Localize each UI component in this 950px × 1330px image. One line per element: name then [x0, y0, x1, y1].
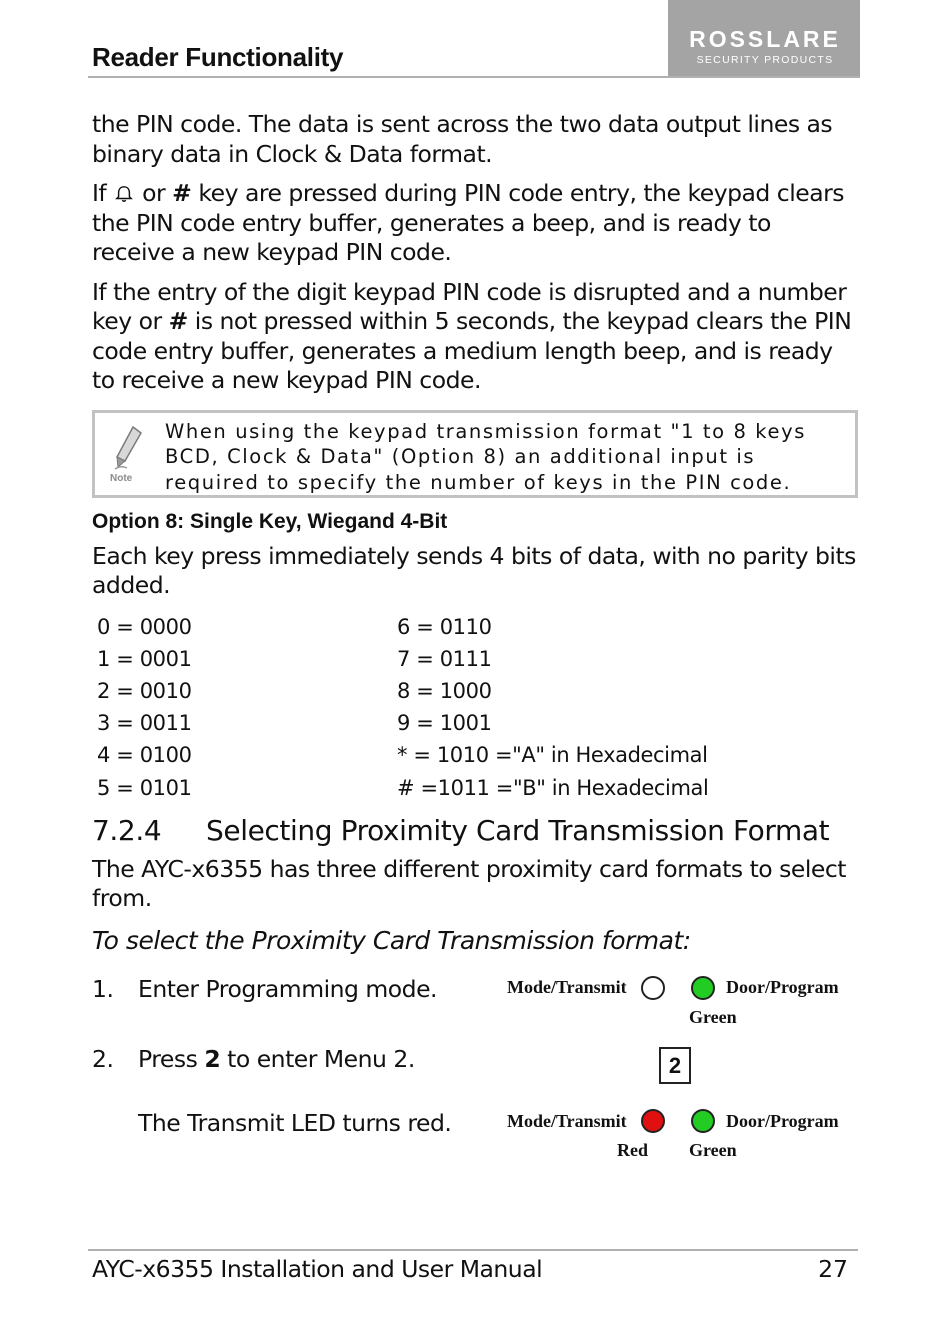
note-pencil-icon [107, 423, 147, 483]
door-program-label: Door/Program [726, 977, 839, 997]
text-fragment: If the entry of the digit keypad PIN code is disrupted and a number key or [92, 277, 847, 335]
page-content [92, 110, 856, 955]
paragraph-timeout [92, 278, 856, 396]
paragraph-data-output: the PIN code. The data is sent across the two data output lines as binary data in Clock & Data format. [92, 110, 833, 168]
section-description: The AYC-x6355 has three different proximity card formats to select from. [92, 854, 846, 913]
note-text: When using the keypad transmission format "1 to 8 keys BCD, Clock & Data" (Option 8) an additional input is required to specify the number of keys in the PIN code. [165, 419, 806, 494]
header-divider [88, 76, 860, 78]
code-entry: * = 1010 ="A" in Hexadecimal [397, 743, 708, 768]
text-fragment: or [135, 179, 173, 207]
code-entry: 9 = 1001 [397, 711, 492, 736]
mode-transmit-led-red [641, 1109, 665, 1133]
code-entry: 7 = 0111 [397, 646, 492, 671]
bell-key-icon [115, 185, 133, 203]
code-entry: 0 = 0000 [97, 614, 192, 639]
logo-wordmark: ROSSLARE [689, 26, 841, 52]
footer-divider [88, 1249, 858, 1251]
door-led-color-label: Green [689, 1140, 737, 1160]
option-heading: Option 8: Single Key, Wiegand 4-Bit [92, 509, 448, 533]
paragraph-clear-keys [92, 179, 856, 268]
code-entry: 6 = 0110 [397, 614, 492, 639]
step-number: 1. [92, 975, 114, 1003]
text-fragment: If [92, 179, 114, 207]
mode-transmit-led-off [641, 976, 665, 1000]
code-entry: 3 = 0011 [97, 711, 192, 736]
door-program-label: Door/Program [726, 1111, 839, 1131]
key-2: 2 [204, 1045, 221, 1073]
bit-code-table [97, 611, 856, 804]
section-title: Selecting Proximity Card Transmission Format [206, 813, 830, 847]
rosslare-logo [668, 0, 860, 78]
keypad-key-2: 2 [659, 1047, 691, 1084]
step-text: Enter Programming mode. [138, 975, 438, 1003]
step-text: The Transmit LED turns red. [138, 1109, 452, 1137]
option-description: Each key press immediately sends 4 bits of data, with no parity bits added. [92, 541, 856, 599]
text-fragment: is not pressed within 5 seconds, the keypad clears the PIN code entry buffer, generates a medium length beep, and is ready to receive a new keypad PIN code. [92, 307, 852, 394]
footer-manual-title: AYC-x6355 Installation and User Manual [92, 1255, 543, 1283]
note-icon-label: Note [110, 472, 133, 483]
hash-key: # [168, 307, 188, 335]
door-led-color-label: Green [689, 1007, 737, 1027]
note-box [92, 410, 858, 498]
section-number: 7.2.4 [92, 813, 162, 847]
page-header-title: Reader Functionality [92, 42, 344, 72]
step-number: 2. [92, 1045, 114, 1073]
procedure-heading: To select the Proximity Card Transmission format: [92, 925, 691, 955]
mode-transmit-label: Mode/Transmit [507, 1111, 627, 1131]
code-entry: 4 = 0100 [97, 743, 192, 768]
hash-key: # [172, 179, 192, 207]
page-number: 27 [818, 1255, 848, 1283]
step-text [138, 1045, 415, 1073]
mode-transmit-label: Mode/Transmit [507, 977, 627, 997]
code-entry: 2 = 0010 [97, 678, 192, 703]
door-program-led-green [691, 1109, 715, 1133]
code-entry: 5 = 0101 [97, 775, 192, 800]
logo-tagline: SECURITY PRODUCTS [696, 54, 834, 66]
door-program-led-green [691, 976, 715, 1000]
text-fragment: key are pressed during PIN code entry, the keypad clears the PIN code entry buffer, generates a beep, and is ready to receive a new keypad PIN code. [92, 179, 845, 266]
section-heading [92, 814, 856, 847]
code-entry: 8 = 1000 [397, 678, 492, 703]
text-fragment: to enter Menu 2. [220, 1045, 415, 1073]
code-entry: 1 = 0001 [97, 646, 192, 671]
code-entry: # =1011 ="B" in Hexadecimal [397, 775, 709, 800]
text-fragment: Press [138, 1045, 205, 1073]
mode-led-color-label: Red [617, 1140, 648, 1160]
